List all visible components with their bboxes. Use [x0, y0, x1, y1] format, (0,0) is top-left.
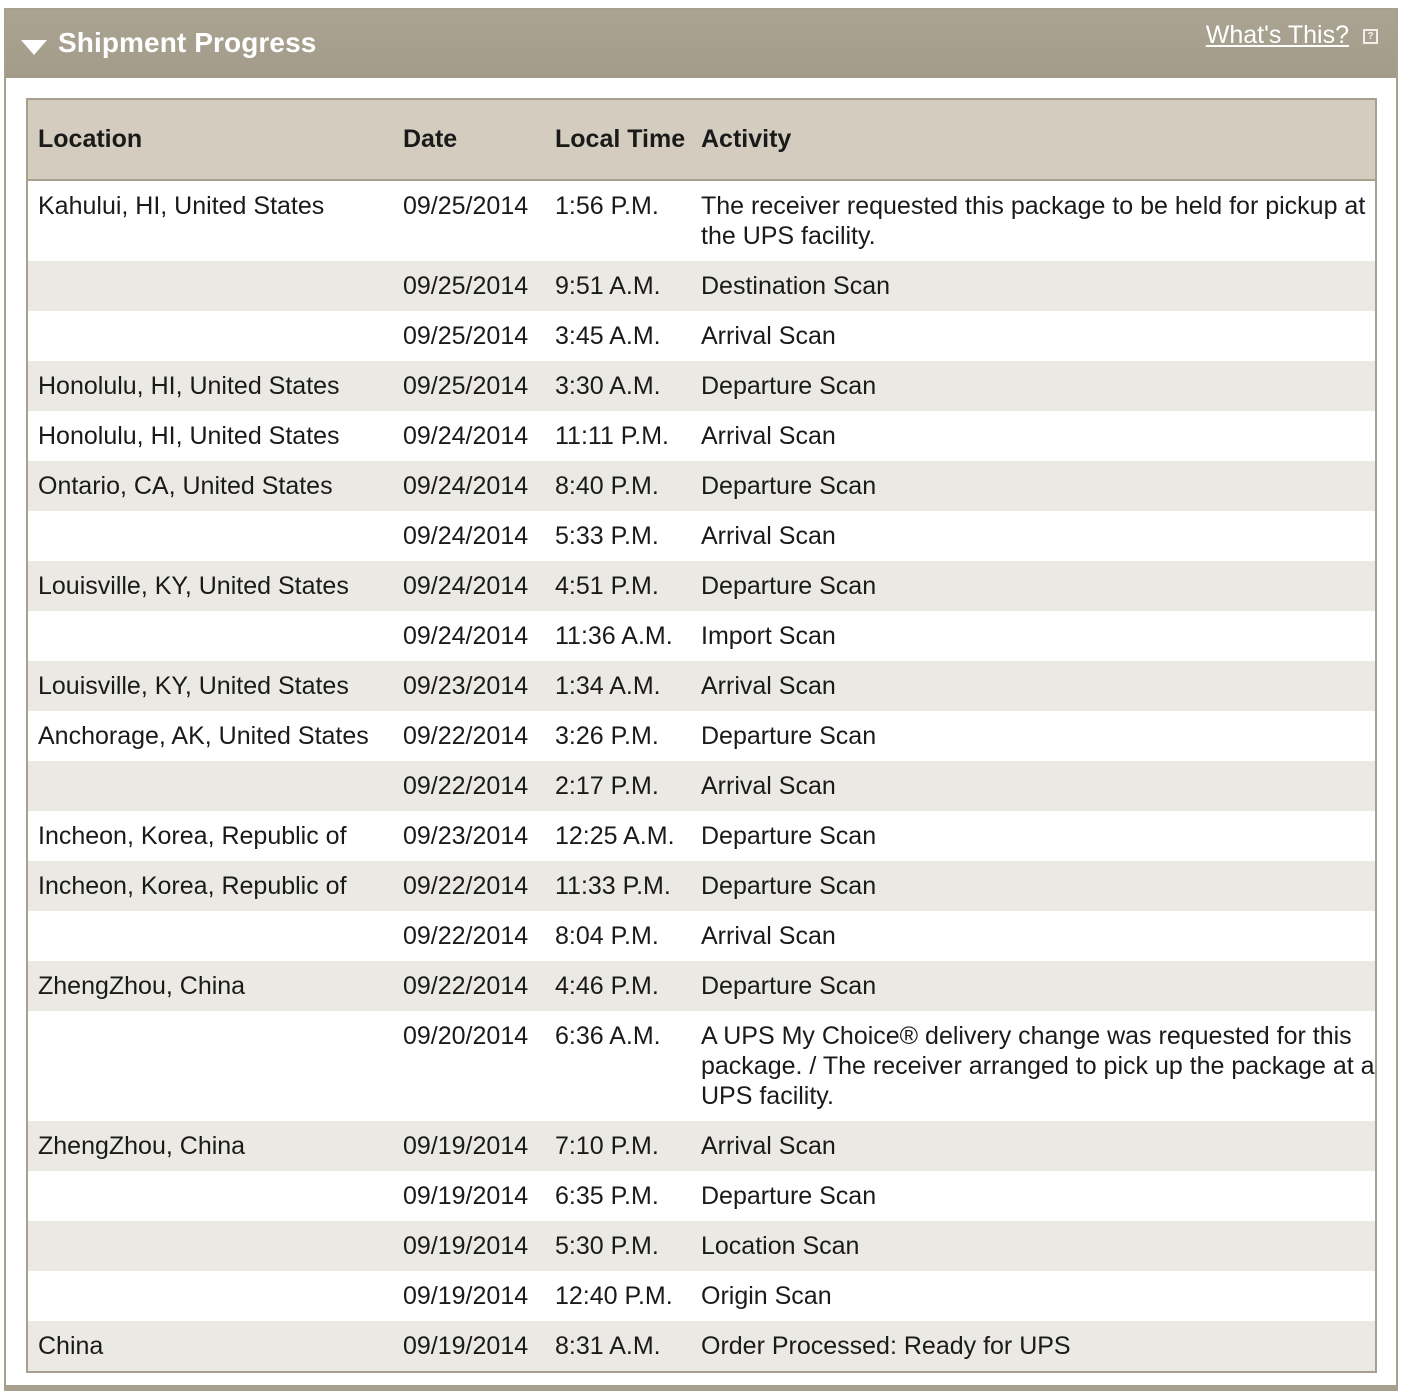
cell-location [28, 311, 393, 361]
cell-date: 09/20/2014 [403, 1022, 529, 1050]
table-row [28, 561, 1375, 611]
cell-location [28, 761, 393, 811]
cell-activity: Arrival Scan [701, 922, 836, 950]
cell-local-time: 4:46 P.M. [545, 961, 691, 1011]
cell-location: ZhengZhou, China [28, 961, 393, 1011]
cell-date: 09/23/2014 [393, 661, 545, 711]
table-row [28, 811, 1375, 861]
table-row [28, 1321, 1375, 1371]
table-row [28, 361, 1375, 411]
cell-date: 09/19/2014 [393, 1221, 545, 1271]
cell-local-time: 11:33 P.M. [545, 861, 691, 911]
table-row [28, 961, 1375, 1011]
table-row [28, 661, 1375, 711]
cell-location [28, 1271, 393, 1321]
cell-activity: Destination Scan [691, 261, 1375, 311]
cell-date: 09/22/2014 [393, 961, 545, 1011]
cell-local-time: 3:45 A.M. [555, 322, 661, 350]
table-row [28, 861, 1375, 911]
cell-date: 09/19/2014 [403, 1282, 529, 1310]
cell-activity: Arrival Scan [701, 422, 836, 450]
cell-location [28, 1011, 393, 1121]
table-row [28, 1221, 1375, 1271]
shipment-progress-table [26, 98, 1377, 1373]
cell-location: Louisville, KY, United States [28, 561, 393, 611]
cell-local-time: 9:51 A.M. [545, 261, 691, 311]
column-header-location: Location [28, 100, 393, 180]
cell-activity: Departure Scan [691, 861, 1375, 911]
column-header-date: Date [393, 100, 545, 180]
cell-activity: Order Processed: Ready for UPS [691, 1321, 1375, 1371]
whats-this-link[interactable]: What's This? [1205, 21, 1349, 49]
cell-location: Ontario, CA, United States [28, 461, 393, 511]
cell-activity: Departure Scan [701, 722, 877, 750]
cell-date: 09/19/2014 [403, 1182, 529, 1210]
cell-date: 09/22/2014 [403, 722, 529, 750]
table-row [28, 1271, 1375, 1321]
cell-local-time: 8:04 P.M. [555, 922, 659, 950]
cell-activity: Departure Scan [691, 361, 1375, 411]
table-body [28, 180, 1375, 1371]
cell-local-time: 8:40 P.M. [545, 461, 691, 511]
cell-activity: Departure Scan [691, 961, 1375, 1011]
cell-local-time: 6:36 A.M. [555, 1022, 661, 1050]
cell-location [28, 1221, 393, 1271]
cell-local-time: 4:51 P.M. [545, 561, 691, 611]
table-row [28, 911, 1375, 961]
cell-local-time: 3:26 P.M. [555, 722, 659, 750]
cell-activity: Departure Scan [691, 561, 1375, 611]
cell-date: 09/24/2014 [393, 561, 545, 611]
cell-date: 09/22/2014 [393, 761, 545, 811]
cell-activity: Arrival Scan [691, 1121, 1375, 1171]
cell-date: 09/22/2014 [393, 861, 545, 911]
cell-date: 09/23/2014 [403, 822, 529, 850]
cell-local-time: 3:30 A.M. [545, 361, 691, 411]
cell-location: Honolulu, HI, United States [28, 361, 393, 411]
cell-date: 09/24/2014 [403, 522, 529, 550]
table-row [28, 180, 1375, 261]
cell-activity: Location Scan [691, 1221, 1375, 1271]
cell-local-time: 1:34 A.M. [545, 661, 691, 711]
cell-activity: The receiver requested this package to be held for pickup at the UPS facility. [701, 192, 1366, 250]
cell-date: 09/25/2014 [393, 261, 545, 311]
cell-location [28, 911, 393, 961]
cell-location: Incheon, Korea, Republic of [28, 861, 393, 911]
table-row [28, 511, 1375, 561]
column-header-activity: Activity [691, 100, 1375, 180]
cell-location [28, 611, 393, 661]
table-row [28, 1011, 1375, 1121]
table-row [28, 711, 1375, 761]
table-header-row [28, 100, 1375, 180]
cell-activity: A UPS My Choice® delivery change was requested for this package. / The receiver arranged to pick up the package at a UPS facility. [701, 1022, 1375, 1110]
cell-date: 09/19/2014 [393, 1121, 545, 1171]
help-icon[interactable]: ? [1363, 29, 1378, 44]
cell-date: 09/24/2014 [403, 622, 529, 650]
cell-local-time: 6:35 P.M. [555, 1182, 659, 1210]
cell-local-time: 5:33 P.M. [555, 522, 659, 550]
cell-date: 09/19/2014 [393, 1321, 545, 1371]
cell-location: ZhengZhou, China [28, 1121, 393, 1171]
cell-local-time: 12:40 P.M. [555, 1282, 673, 1310]
cell-local-time: 8:31 A.M. [545, 1321, 691, 1371]
cell-activity: Departure Scan [691, 461, 1375, 511]
cell-local-time: 11:11 P.M. [555, 422, 669, 450]
cell-date: 09/22/2014 [403, 922, 529, 950]
cell-date: 09/25/2014 [403, 192, 529, 220]
table-row [28, 411, 1375, 461]
cell-activity: Arrival Scan [701, 322, 836, 350]
table-row [28, 461, 1375, 511]
cell-location [28, 1171, 393, 1221]
cell-location: Louisville, KY, United States [28, 661, 393, 711]
shipment-progress-panel [4, 8, 1398, 1391]
cell-location: Honolulu, HI, United States [38, 422, 340, 450]
table-row [28, 311, 1375, 361]
table-row [28, 611, 1375, 661]
cell-local-time: 5:30 P.M. [545, 1221, 691, 1271]
cell-activity: Arrival Scan [701, 522, 836, 550]
cell-location [28, 511, 393, 561]
cell-date: 09/24/2014 [403, 422, 529, 450]
cell-local-time: 2:17 P.M. [545, 761, 691, 811]
cell-location [28, 261, 393, 311]
cell-local-time: 11:36 A.M. [555, 622, 673, 650]
cell-activity: Arrival Scan [691, 661, 1375, 711]
column-header-local-time: Local Time [545, 100, 691, 180]
panel-title[interactable]: Shipment Progress [58, 27, 317, 58]
table-row [28, 1121, 1375, 1171]
cell-activity: Import Scan [701, 622, 836, 650]
panel-header[interactable] [6, 10, 1396, 78]
collapse-triangle-icon[interactable] [21, 40, 47, 55]
cell-location: Incheon, Korea, Republic of [38, 822, 347, 850]
cell-local-time: 7:10 P.M. [545, 1121, 691, 1171]
table-row [28, 1171, 1375, 1221]
cell-activity: Departure Scan [701, 822, 877, 850]
table-row [28, 761, 1375, 811]
cell-activity: Origin Scan [701, 1282, 832, 1310]
cell-date: 09/24/2014 [393, 461, 545, 511]
cell-local-time: 12:25 A.M. [555, 822, 675, 850]
table-row [28, 261, 1375, 311]
cell-activity: Departure Scan [701, 1182, 877, 1210]
cell-date: 09/25/2014 [403, 322, 529, 350]
cell-activity: Arrival Scan [691, 761, 1375, 811]
cell-location: Kahului, HI, United States [38, 192, 325, 220]
cell-location: China [28, 1321, 393, 1371]
cell-location: Anchorage, AK, United States [38, 722, 369, 750]
cell-date: 09/25/2014 [393, 361, 545, 411]
cell-local-time: 1:56 P.M. [555, 192, 659, 220]
